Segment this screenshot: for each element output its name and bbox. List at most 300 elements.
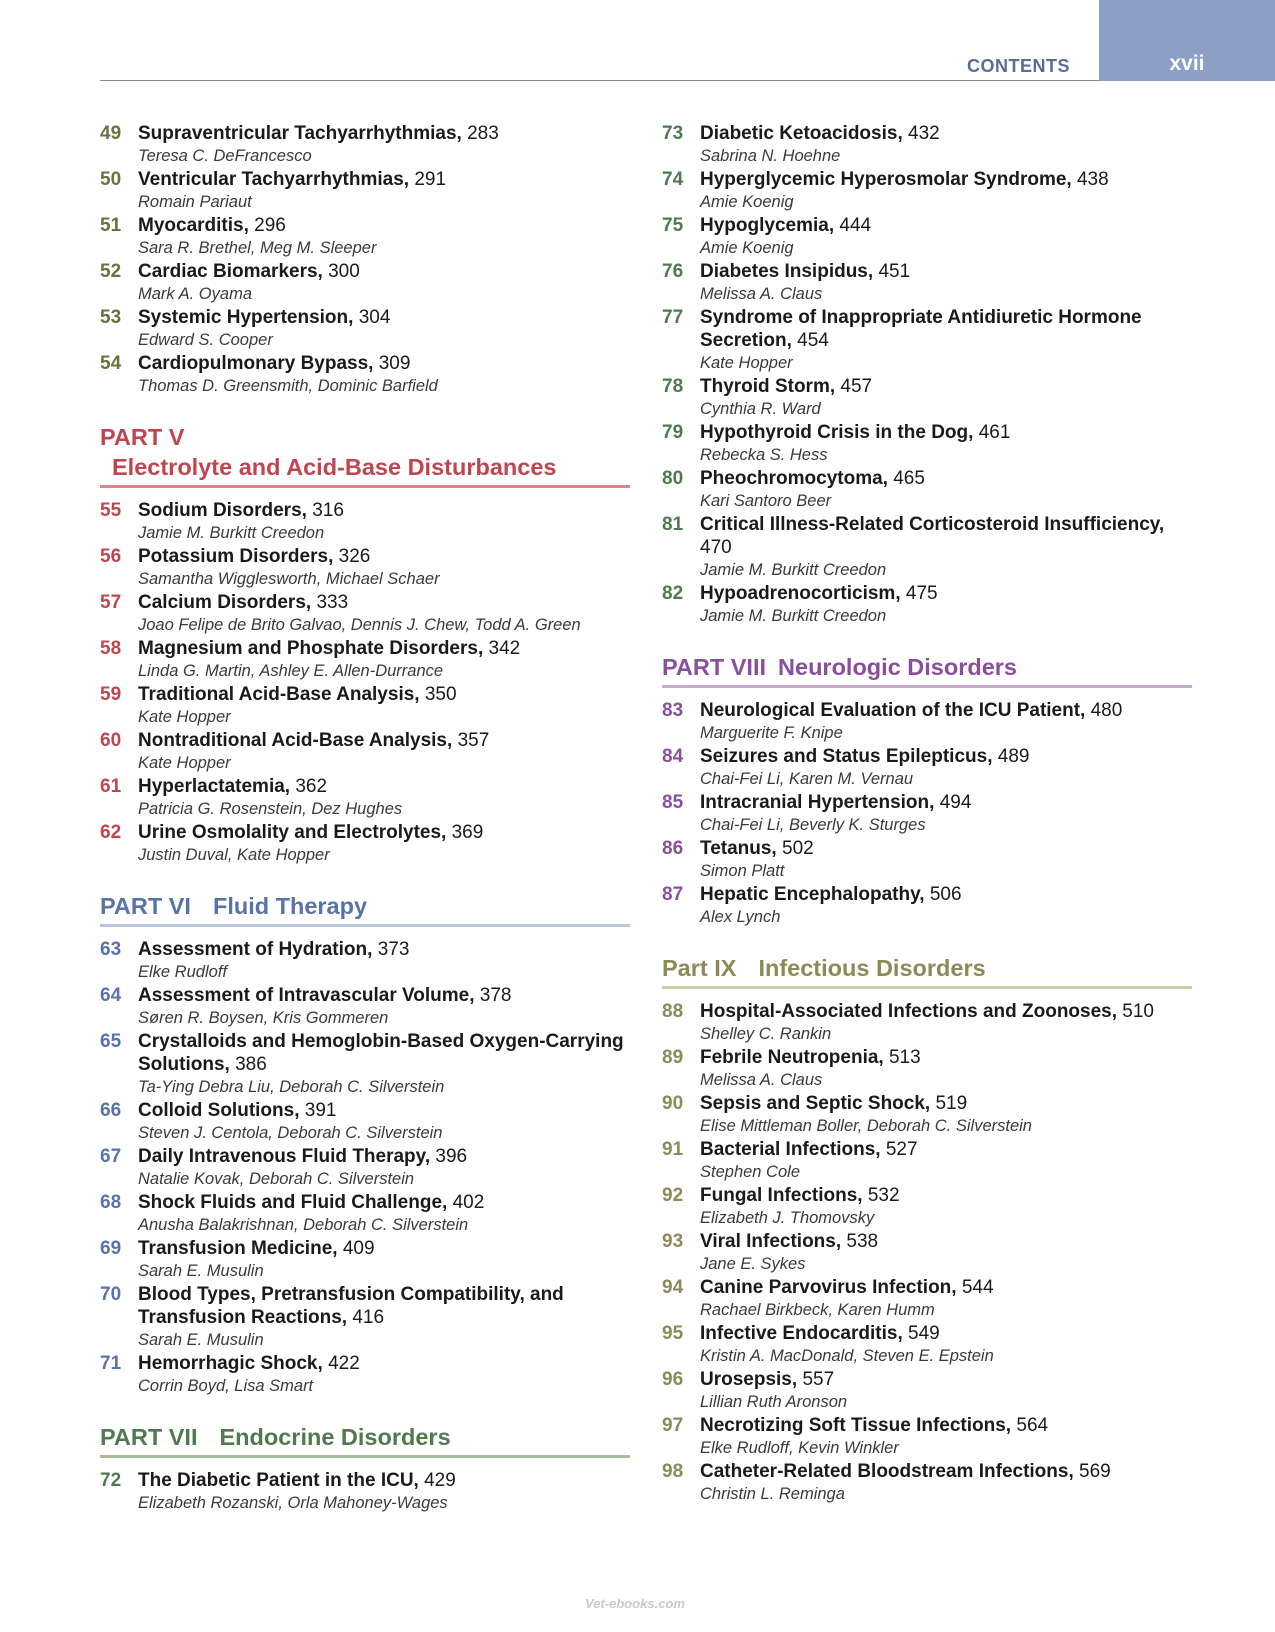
chapter-title: Canine Parvovirus Infection, [700,1277,957,1298]
chapter-title: Cardiac Biomarkers, [138,261,323,282]
chapter-page: 494 [939,792,972,813]
toc-entry [662,745,1192,791]
chapter-page: 538 [846,1231,879,1252]
chapter-page: 557 [802,1369,835,1390]
watermark-logo: Vet-ebooks.com [585,1596,685,1611]
chapter-title: Crystalloids and Hemoglobin-Based Oxygen-Carrying Solutions, [138,1031,624,1075]
chapter-title: Febrile Neutropenia, [700,1047,884,1068]
chapter-title-line [138,499,630,522]
chapter-number: 94 [662,1277,684,1298]
chapter-title-line [138,1145,630,1168]
chapter-title: Hypoadrenocorticism, [700,583,901,604]
chapter-authors: Natalie Kovak, Deborah C. Silverstein [138,1170,415,1188]
chapter-title-line [138,729,630,752]
chapter-page: 350 [424,684,457,705]
chapter-title-line [700,1046,1192,1069]
chapter-authors: Kate Hopper [138,708,231,726]
chapter-title: Hemorrhagic Shock, [138,1353,323,1374]
chapter-title: Systemic Hypertension, [138,307,354,328]
chapter-title-line [700,837,1192,860]
chapter-page: 304 [358,307,391,328]
chapter-number: 95 [662,1323,684,1344]
chapter-page: 373 [377,939,410,960]
toc-entry [100,1237,630,1283]
chapter-authors: Marguerite F. Knipe [700,724,843,742]
chapter-authors: Chai-Fei Li, Beverly K. Sturges [700,816,926,834]
toc-entry [662,260,1192,306]
chapter-number: 52 [100,261,122,282]
chapter-authors: Joao Felipe de Brito Galvao, Dennis J. Chew, Todd A. Green [138,616,581,634]
chapter-authors: Christin L. Reminga [700,1485,845,1503]
chapter-title-line [700,168,1192,191]
part-heading [662,652,1192,688]
chapter-page: 357 [457,730,490,751]
chapter-page: 300 [328,261,360,282]
toc-entry [662,1046,1192,1092]
chapter-authors: Teresa C. DeFrancesco [138,147,312,165]
chapter-authors: Edward S. Cooper [138,331,273,349]
chapter-number: 80 [662,468,684,489]
toc-entry [100,683,630,729]
part-title: Electrolyte and Acid-Base Disturbances [112,454,557,480]
toc-entry [100,938,630,984]
chapter-authors: Alex Lynch [700,908,781,926]
chapter-page: 513 [888,1047,921,1068]
chapter-title-line [138,122,630,145]
chapter-number: 84 [662,746,684,767]
chapter-number: 97 [662,1415,684,1436]
chapter-title: Supraventricular Tachyarrhythmias, [138,123,462,144]
chapter-authors: Søren R. Boysen, Kris Gommeren [138,1009,389,1027]
page-number: xvii [1169,52,1205,75]
chapter-title-line [138,683,630,706]
chapter-authors: Jamie M. Burkitt Creedon [138,524,325,542]
chapter-title-line [700,745,1192,768]
chapter-title: Syndrome of Inappropriate Antidiuretic Hormone Secretion, [700,307,1142,351]
chapter-page: 461 [978,422,1011,443]
chapter-authors: Romain Pariaut [138,193,252,211]
chapter-title-line [138,984,630,1007]
chapter-page: 429 [424,1470,456,1491]
chapter-title: Thyroid Storm, [700,376,836,397]
chapter-page: 519 [935,1093,968,1114]
chapter-title-line [700,1276,1192,1299]
chapter-authors: Jane E. Sykes [700,1255,806,1273]
chapter-authors: Thomas D. Greensmith, Dominic Barfield [138,377,438,395]
chapter-title: Nontraditional Acid-Base Analysis, [138,730,453,751]
chapter-title-line [700,699,1192,722]
chapter-title-line [138,1237,630,1260]
chapter-title-line [138,260,630,283]
chapter-number: 68 [100,1192,122,1213]
chapter-title-line [138,821,630,844]
chapter-authors: Anusha Balakrishnan, Deborah C. Silverstein [138,1216,469,1234]
chapter-page: 409 [342,1238,375,1259]
chapter-page: 510 [1122,1001,1154,1022]
chapter-title-line [700,306,1192,352]
chapter-number: 49 [100,123,122,144]
chapter-title-line [700,421,1192,444]
chapter-authors: Kari Santoro Beer [700,492,832,510]
chapter-title: Catheter-Related Bloodstream Infections, [700,1461,1074,1482]
right-column [662,122,1192,1506]
chapter-number: 86 [662,838,684,859]
chapter-number: 59 [100,684,122,705]
toc-entry [662,791,1192,837]
toc-entry [100,1030,630,1099]
toc-entry [662,168,1192,214]
chapter-title-line [700,375,1192,398]
chapter-authors: Steven J. Centola, Deborah C. Silverstein [138,1124,443,1142]
toc-entry [662,375,1192,421]
chapter-page: 391 [304,1100,337,1121]
chapter-number: 70 [100,1284,122,1305]
chapter-number: 76 [662,261,684,282]
chapter-authors: Kate Hopper [138,754,231,772]
chapter-title: Traditional Acid-Base Analysis, [138,684,420,705]
toc-entry [100,1283,630,1352]
chapter-title: Bacterial Infections, [700,1139,881,1160]
chapter-title-line [138,1099,630,1122]
toc-entry [662,1230,1192,1276]
chapter-title: Transfusion Medicine, [138,1238,338,1259]
toc-entry [100,984,630,1030]
chapter-title: Tetanus, [700,838,777,859]
chapter-title-line [138,214,630,237]
toc-entry [100,729,630,775]
chapter-page: 502 [782,838,814,859]
chapter-title: Necrotizing Soft Tissue Infections, [700,1415,1012,1436]
chapter-number: 67 [100,1146,122,1167]
chapter-number: 61 [100,776,122,797]
chapter-title: Magnesium and Phosphate Disorders, [138,638,484,659]
toc-entry [100,1469,630,1515]
chapter-page: 438 [1076,169,1109,190]
chapter-title-line [700,1460,1192,1483]
chapter-authors: Amie Koenig [700,193,794,211]
chapter-page: 506 [929,884,962,905]
chapter-page: 489 [997,746,1030,767]
toc-entry [662,1000,1192,1046]
chapter-number: 71 [100,1353,122,1374]
chapter-title: Intracranial Hypertension, [700,792,935,813]
chapter-page: 296 [254,215,286,236]
chapter-authors: Melissa A. Claus [700,1071,823,1089]
chapter-authors: Sarah E. Musulin [138,1262,264,1280]
part-title: Neurologic Disorders [778,654,1018,680]
part-label: PART VII [100,1424,198,1450]
part-label: PART VI [100,893,191,919]
chapter-title: Diabetic Ketoacidosis, [700,123,903,144]
part-label: Part IX [662,955,737,981]
chapter-title-line [700,883,1192,906]
chapter-title: Ventricular Tachyarrhythmias, [138,169,410,190]
chapter-authors: Sara R. Brethel, Meg M. Sleeper [138,239,377,257]
toc-entry [100,214,630,260]
toc-entry [100,637,630,683]
chapter-page: 569 [1079,1461,1111,1482]
chapter-title: Hyperlactatemia, [138,776,291,797]
chapter-number: 73 [662,123,684,144]
chapter-authors: Chai-Fei Li, Karen M. Vernau [700,770,914,788]
chapter-page: 480 [1090,700,1123,721]
chapter-number: 60 [100,730,122,751]
chapter-authors: Elke Rudloff, Kevin Winkler [700,1439,899,1457]
chapter-authors: Cynthia R. Ward [700,400,821,418]
chapter-page: 454 [797,330,829,351]
running-header: CONTENTS [967,56,1070,76]
toc-entry [662,837,1192,883]
chapter-number: 69 [100,1238,122,1259]
toc-entry [100,1099,630,1145]
chapter-page: 378 [479,985,512,1006]
chapter-number: 57 [100,592,122,613]
chapter-authors: Melissa A. Claus [700,285,823,303]
toc-entry [662,306,1192,375]
toc-entry [100,1145,630,1191]
chapter-title-line [138,306,630,329]
chapter-page: 465 [893,468,925,489]
toc-entry [662,582,1192,628]
chapter-title-line [700,791,1192,814]
part-heading [100,891,630,927]
toc-entry [662,1138,1192,1184]
chapter-title-line [138,591,630,614]
part-title: Infectious Disorders [758,955,986,981]
toc-entry [100,545,630,591]
part-title: Fluid Therapy [212,893,368,919]
chapter-number: 55 [100,500,122,521]
chapter-authors: Rachael Birkbeck, Karen Humm [700,1301,935,1319]
chapter-page: 564 [1016,1415,1049,1436]
part-label: PART VIII [662,654,767,680]
chapter-title: Potassium Disorders, [138,546,334,567]
chapter-number: 54 [100,353,122,374]
chapter-title: Fungal Infections, [700,1185,863,1206]
chapter-authors: Sabrina N. Hoehne [700,147,841,165]
chapter-authors: Sarah E. Musulin [138,1331,264,1349]
toc-entry [662,467,1192,513]
chapter-page: 549 [908,1323,940,1344]
toc-entry [100,499,630,545]
chapter-title-line [700,214,1192,237]
chapter-page: 291 [414,169,447,190]
chapter-number: 93 [662,1231,684,1252]
toc-entry [662,513,1192,582]
chapter-page: 386 [235,1054,267,1075]
chapter-title: Seizures and Status Epilepticus, [700,746,993,767]
toc-entry [662,214,1192,260]
chapter-number: 78 [662,376,684,397]
chapter-page: 402 [452,1192,485,1213]
chapter-page: 362 [295,776,328,797]
chapter-number: 90 [662,1093,684,1114]
chapter-number: 92 [662,1185,684,1206]
chapter-number: 72 [100,1470,122,1491]
chapter-page: 316 [312,500,344,521]
chapter-title: Assessment of Intravascular Volume, [138,985,475,1006]
chapter-title: Hepatic Encephalopathy, [700,884,925,905]
chapter-page: 396 [435,1146,468,1167]
chapter-title: Hypothyroid Crisis in the Dog, [700,422,974,443]
chapter-number: 66 [100,1100,122,1121]
chapter-authors: Patricia G. Rosenstein, Dez Hughes [138,800,403,818]
chapter-title: Urine Osmolality and Electrolytes, [138,822,447,843]
chapter-number: 91 [662,1139,684,1160]
chapter-title-line [138,1352,630,1375]
chapter-authors: Linda G. Martin, Ashley E. Allen-Durrance [138,662,444,680]
chapter-title-line [700,1092,1192,1115]
chapter-title-line [700,1184,1192,1207]
chapter-title: Hypoglycemia, [700,215,835,236]
toc-entry [662,1368,1192,1414]
chapter-title-line [700,467,1192,490]
chapter-title-line [700,1414,1192,1437]
chapter-title: Assessment of Hydration, [138,939,373,960]
toc-entry [100,260,630,306]
part-heading [100,422,630,488]
toc-entry [100,352,630,398]
chapter-number: 89 [662,1047,684,1068]
toc-entry [100,1191,630,1237]
toc-entry [100,122,630,168]
chapter-page: 532 [867,1185,900,1206]
chapter-number: 79 [662,422,684,443]
chapter-title-line [700,1230,1192,1253]
chapter-page: 444 [839,215,872,236]
chapter-title: Infective Endocarditis, [700,1323,903,1344]
chapter-authors: Elizabeth J. Thomovsky [700,1209,875,1227]
chapter-title-line [138,1283,630,1329]
chapter-number: 98 [662,1461,684,1482]
chapter-number: 63 [100,939,122,960]
chapter-authors: Rebecka S. Hess [700,446,828,464]
toc-entry [662,1092,1192,1138]
chapter-title: Viral Infections, [700,1231,842,1252]
chapter-authors: Simon Platt [700,862,785,880]
toc-entry [100,821,630,867]
chapter-authors: Elke Rudloff [138,963,227,981]
chapter-title: Sepsis and Septic Shock, [700,1093,931,1114]
toc-entry [662,883,1192,929]
chapter-title-line [138,1191,630,1214]
toc-entry [100,168,630,214]
chapter-authors: Justin Duval, Kate Hopper [138,846,330,864]
chapter-page: 544 [961,1277,994,1298]
toc-entry [662,1184,1192,1230]
chapter-number: 85 [662,792,684,813]
chapter-page: 457 [840,376,873,397]
chapter-title: Calcium Disorders, [138,592,312,613]
chapter-number: 83 [662,700,684,721]
chapter-number: 62 [100,822,122,843]
chapter-title: Pheochromocytoma, [700,468,888,489]
chapter-title-line [138,545,630,568]
chapter-page: 475 [905,583,938,604]
chapter-authors: Elizabeth Rozanski, Orla Mahoney-Wages [138,1494,448,1512]
chapter-title: Myocarditis, [138,215,249,236]
chapter-number: 81 [662,514,684,535]
chapter-authors: Kate Hopper [700,354,793,372]
chapter-number: 87 [662,884,684,905]
part-label: PART V [100,424,185,450]
chapter-number: 53 [100,307,122,328]
chapter-authors: Elise Mittleman Boller, Deborah C. Silverstein [700,1117,1032,1135]
chapter-title: Daily Intravenous Fluid Therapy, [138,1146,431,1167]
chapter-page: 326 [338,546,371,567]
chapter-number: 50 [100,169,122,190]
chapter-number: 75 [662,215,684,236]
chapter-number: 51 [100,215,122,236]
toc-entry [662,1322,1192,1368]
left-column [100,122,630,1515]
chapter-title-line [700,1368,1192,1391]
chapter-number: 74 [662,169,684,190]
page-number-tab [1099,0,1275,81]
chapter-page: 283 [467,123,499,144]
chapter-title-line [700,260,1192,283]
chapter-title: Diabetes Insipidus, [700,261,874,282]
toc-entry [100,306,630,352]
chapter-number: 88 [662,1001,684,1022]
chapter-page: 416 [352,1307,385,1328]
chapter-title-line [700,582,1192,605]
chapter-authors: Ta-Ying Debra Liu, Deborah C. Silverstein [138,1078,445,1096]
chapter-title: Hospital-Associated Infections and Zoonoses, [700,1001,1118,1022]
toc-entry [662,1276,1192,1322]
chapter-title-line [700,1322,1192,1345]
toc-entry [662,1460,1192,1506]
chapter-page: 369 [451,822,484,843]
part-heading [662,953,1192,989]
chapter-page: 470 [700,537,732,558]
chapter-number: 77 [662,307,684,328]
chapter-title-line [138,168,630,191]
chapter-page: 451 [878,261,911,282]
chapter-title: Urosepsis, [700,1369,798,1390]
chapter-title-line [700,122,1192,145]
chapter-page: 527 [885,1139,918,1160]
chapter-title: Blood Types, Pretransfusion Compatibility, and Transfusion Reactions, [138,1284,564,1328]
chapter-title-line [138,1469,630,1492]
chapter-number: 65 [100,1031,122,1052]
chapter-title-line [138,1030,630,1076]
chapter-authors: Jamie M. Burkitt Creedon [700,607,887,625]
chapter-number: 58 [100,638,122,659]
chapter-authors: Kristin A. MacDonald, Steven E. Epstein [700,1347,994,1365]
chapter-authors: Corrin Boyd, Lisa Smart [138,1377,314,1395]
chapter-title: Cardiopulmonary Bypass, [138,353,374,374]
chapter-title-line [138,352,630,375]
toc-entry [662,421,1192,467]
chapter-number: 64 [100,985,122,1006]
part-title: Endocrine Disorders [219,1424,451,1450]
chapter-title: Shock Fluids and Fluid Challenge, [138,1192,448,1213]
chapter-number: 82 [662,583,684,604]
chapter-title-line [700,1000,1192,1023]
chapter-number: 56 [100,546,122,567]
chapter-title: Neurological Evaluation of the ICU Patient, [700,700,1086,721]
part-heading [100,1422,630,1458]
chapter-authors: Samantha Wigglesworth, Michael Schaer [138,570,440,588]
chapter-page: 432 [908,123,940,144]
chapter-authors: Stephen Cole [700,1163,800,1181]
chapter-title-line [138,775,630,798]
chapter-authors: Amie Koenig [700,239,794,257]
chapter-page: 309 [378,353,411,374]
chapter-page: 422 [328,1353,360,1374]
chapter-title: Hyperglycemic Hyperosmolar Syndrome, [700,169,1072,190]
